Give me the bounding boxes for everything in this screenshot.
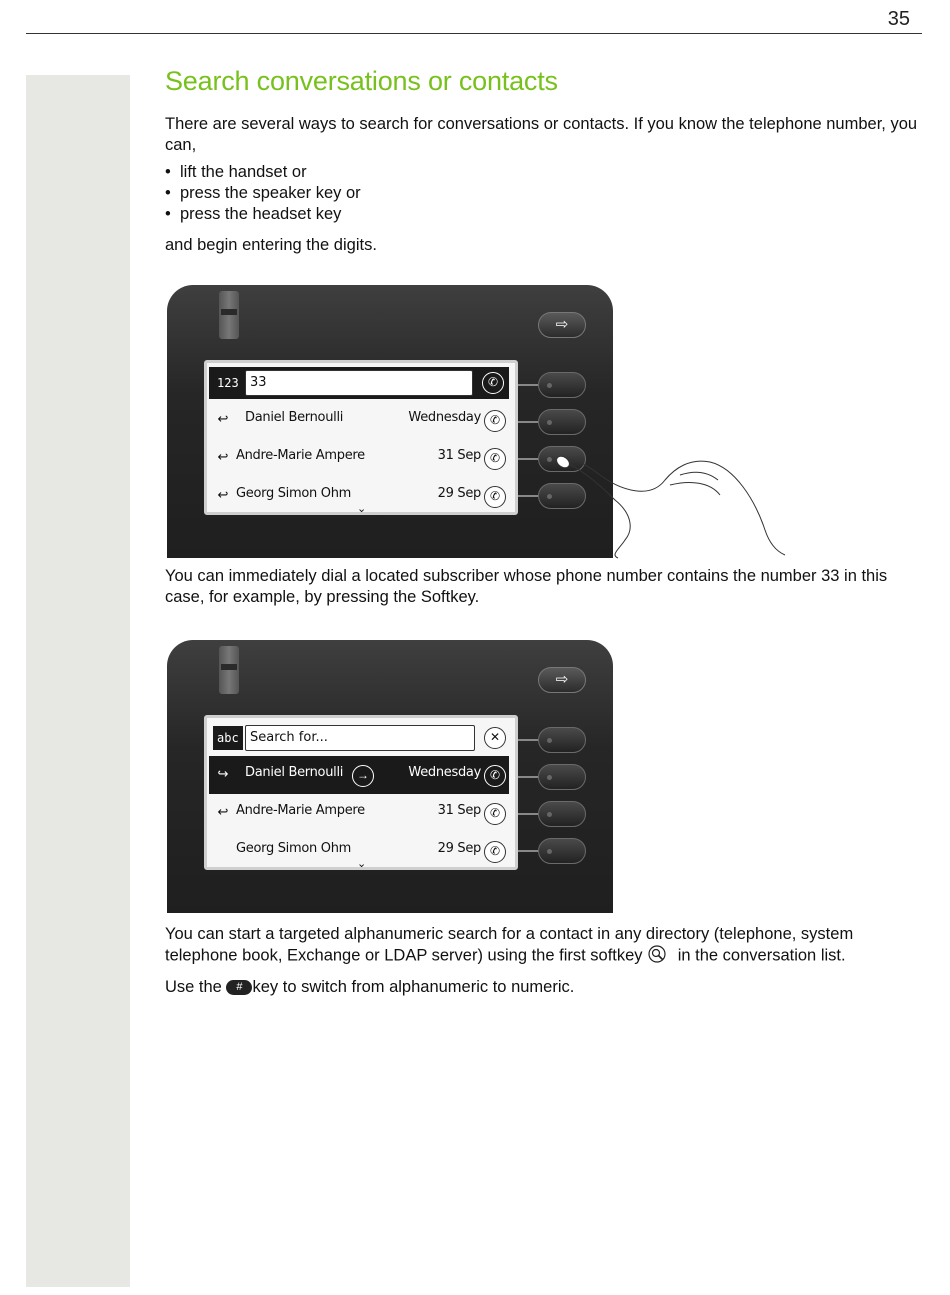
caption-text: Use the bbox=[165, 978, 222, 996]
side-band bbox=[26, 75, 130, 1287]
hash-key-icon: # bbox=[226, 980, 252, 995]
phone-handset-icon[interactable]: ✆ bbox=[482, 372, 504, 394]
search-row bbox=[209, 367, 509, 399]
caption-numeric-dial: You can immediately dial a located subscriber whose phone number contains the number 33 in this case, for example, by pressing the Softkey. bbox=[165, 567, 888, 606]
begin-text: and begin entering the digits. bbox=[165, 236, 377, 254]
conversation-row[interactable] bbox=[209, 794, 509, 832]
conversation-row[interactable] bbox=[209, 832, 509, 870]
phone-handset-icon[interactable]: ✆ bbox=[484, 486, 506, 508]
bullet-item: • lift the handset or bbox=[165, 162, 361, 183]
bullet-list bbox=[165, 162, 361, 225]
contact-name: Daniel Bernoulli bbox=[245, 765, 344, 780]
phone-device-alphanumeric bbox=[167, 640, 613, 913]
softkey-1[interactable] bbox=[538, 372, 586, 398]
softkey-line bbox=[518, 458, 538, 460]
handset-slot bbox=[219, 646, 239, 694]
chevron-down-icon: ⌄ bbox=[357, 503, 367, 515]
mode-badge: 123 bbox=[213, 371, 243, 395]
exit-key[interactable] bbox=[538, 312, 586, 338]
phone-handset-icon[interactable]: ✆ bbox=[484, 448, 506, 470]
conversation-date: Wednesday bbox=[408, 765, 481, 780]
intro-paragraph: There are several ways to search for conversations or contacts. If you know the telephone number, you can, bbox=[165, 115, 918, 154]
phone-handset-icon[interactable]: ✆ bbox=[484, 841, 506, 863]
conversation-row[interactable] bbox=[209, 401, 509, 439]
magnifier-icon bbox=[647, 945, 673, 967]
conversation-date: 31 Sep bbox=[437, 803, 481, 818]
contact-name: Georg Simon Ohm bbox=[236, 486, 352, 501]
chevron-down-icon: ⌄ bbox=[357, 858, 367, 870]
contact-name: Daniel Bernoulli bbox=[245, 410, 344, 425]
contact-name: Andre-Marie Ampere bbox=[236, 448, 365, 463]
call-direction-icon: ↩ bbox=[217, 487, 229, 502]
mode-badge: abc bbox=[213, 726, 243, 750]
phone-handset-icon[interactable]: ✆ bbox=[484, 765, 506, 787]
softkey-3[interactable] bbox=[538, 801, 586, 827]
call-direction-icon: ↪ bbox=[217, 766, 229, 781]
caption-text: You can start a targeted alphanumeric search for a contact in any directory (telephone, system telephone book, Exchange or LDAP server) using the first softkey bbox=[165, 925, 854, 965]
conversation-date: 29 Sep bbox=[437, 841, 481, 856]
phone-handset-icon[interactable]: ✆ bbox=[484, 803, 506, 825]
bullet-item: • press the headset key bbox=[165, 204, 361, 225]
softkey-line bbox=[518, 813, 538, 815]
caption-text: key to switch from alphanumeric to numeric. bbox=[252, 978, 575, 996]
contact-name: Georg Simon Ohm bbox=[236, 841, 352, 856]
conversation-date: 31 Sep bbox=[437, 448, 481, 463]
conversation-row[interactable] bbox=[209, 439, 509, 477]
content-title-block bbox=[165, 66, 925, 97]
softkey-2[interactable] bbox=[538, 409, 586, 435]
softkey-1[interactable] bbox=[538, 727, 586, 753]
call-direction-icon: ↩ bbox=[217, 411, 229, 426]
header-rule bbox=[26, 33, 922, 34]
conversation-row-selected[interactable] bbox=[209, 756, 509, 794]
softkey-line bbox=[518, 850, 538, 852]
call-direction-icon: ↩ bbox=[217, 804, 229, 819]
call-direction-icon: ↩ bbox=[217, 449, 229, 464]
caption-hash-key bbox=[165, 977, 925, 998]
phone-screen bbox=[204, 360, 518, 515]
softkey-line bbox=[518, 739, 538, 741]
softkey-line bbox=[518, 495, 538, 497]
handset-slot bbox=[219, 291, 239, 339]
softkey-line bbox=[518, 421, 538, 423]
caption-alphanumeric-search bbox=[165, 924, 925, 967]
softkey-line bbox=[518, 384, 538, 386]
close-icon[interactable]: ✕ bbox=[484, 727, 506, 749]
exit-arrow-icon: ⇨ bbox=[555, 671, 569, 688]
phone-handset-icon[interactable]: ✆ bbox=[484, 410, 506, 432]
pointing-hand-illustration bbox=[540, 440, 800, 570]
search-input[interactable]: Search for... bbox=[245, 725, 475, 751]
conversation-date: 29 Sep bbox=[437, 486, 481, 501]
bullet-item: • press the speaker key or bbox=[165, 183, 361, 204]
page-title: Search conversations or contacts bbox=[165, 66, 558, 96]
caption-text: in the conversation list. bbox=[677, 946, 846, 965]
conversation-date: Wednesday bbox=[408, 410, 481, 425]
softkey-2[interactable] bbox=[538, 764, 586, 790]
forward-arrow-icon[interactable]: → bbox=[352, 765, 374, 787]
search-row bbox=[209, 722, 509, 754]
contact-name: Andre-Marie Ampere bbox=[236, 803, 365, 818]
page-number: 35 bbox=[887, 8, 910, 30]
exit-arrow-icon: ⇨ bbox=[555, 316, 569, 333]
number-input[interactable]: 33 bbox=[245, 370, 473, 396]
softkey-4[interactable] bbox=[538, 838, 586, 864]
exit-key[interactable] bbox=[538, 667, 586, 693]
softkey-line bbox=[518, 776, 538, 778]
phone-screen bbox=[204, 715, 518, 870]
conversation-row[interactable] bbox=[209, 477, 509, 515]
